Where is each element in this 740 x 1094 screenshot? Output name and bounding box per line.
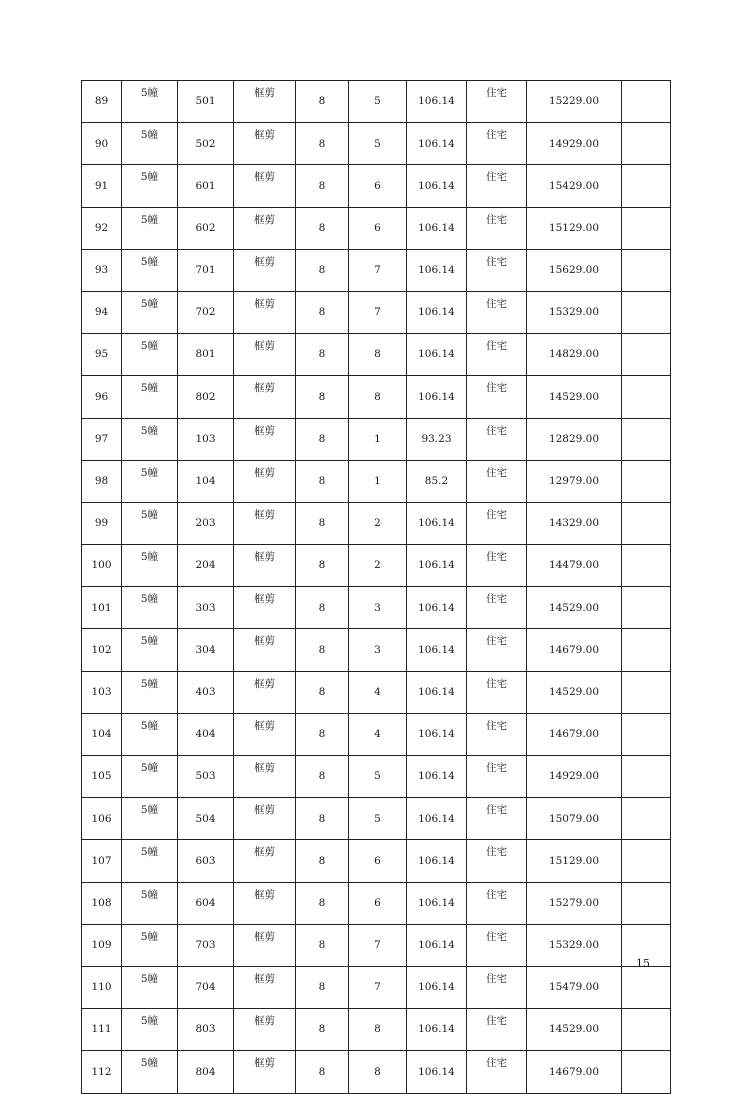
usage-cell: 住宅 [467,713,527,755]
floors-cell: 8 [296,207,349,249]
table-row [82,924,671,966]
floors-cell: 8 [296,291,349,333]
price-cell: 14679.00 [527,629,622,671]
building-cell: 5幢 [122,81,178,123]
floor-cell: 1 [349,460,407,502]
area-cell: 106.14 [407,545,467,587]
floors-cell: 8 [296,460,349,502]
seq-cell: 94 [82,291,122,333]
unit-cell: 601 [178,165,234,207]
remark-cell [622,882,671,924]
price-cell: 14929.00 [527,123,622,165]
unit-cell: 502 [178,123,234,165]
structure-cell: 框剪 [234,671,296,713]
unit-cell: 602 [178,207,234,249]
floors-cell: 8 [296,924,349,966]
seq-cell: 95 [82,334,122,376]
price-cell: 14329.00 [527,502,622,544]
building-cell: 5幢 [122,249,178,291]
structure-cell: 框剪 [234,840,296,882]
area-cell: 106.14 [407,966,467,1008]
usage-cell: 住宅 [467,840,527,882]
structure-cell: 框剪 [234,207,296,249]
area-cell: 106.14 [407,81,467,123]
table-row [82,291,671,333]
floor-cell: 4 [349,671,407,713]
area-cell: 93.23 [407,418,467,460]
building-cell: 5幢 [122,798,178,840]
seq-cell: 102 [82,629,122,671]
table-row [82,1051,671,1093]
remark-cell [622,81,671,123]
structure-cell: 框剪 [234,81,296,123]
seq-cell: 97 [82,418,122,460]
usage-cell: 住宅 [467,798,527,840]
building-cell: 5幢 [122,165,178,207]
floor-cell: 5 [349,81,407,123]
building-cell: 5幢 [122,545,178,587]
unit-cell: 403 [178,671,234,713]
price-cell: 15129.00 [527,840,622,882]
structure-cell: 框剪 [234,1009,296,1051]
seq-cell: 101 [82,587,122,629]
seq-cell: 112 [82,1051,122,1093]
area-cell: 106.14 [407,629,467,671]
usage-cell: 住宅 [467,81,527,123]
seq-cell: 107 [82,840,122,882]
usage-cell: 住宅 [467,587,527,629]
building-cell: 5幢 [122,460,178,502]
usage-cell: 住宅 [467,1051,527,1093]
unit-cell: 702 [178,291,234,333]
remark-cell [622,1051,671,1093]
building-cell: 5幢 [122,587,178,629]
area-cell: 106.14 [407,798,467,840]
table-row [82,502,671,544]
building-cell: 5幢 [122,291,178,333]
area-cell: 106.14 [407,1051,467,1093]
structure-cell: 框剪 [234,249,296,291]
building-cell: 5幢 [122,502,178,544]
building-cell: 5幢 [122,376,178,418]
floors-cell: 8 [296,756,349,798]
floors-cell: 8 [296,81,349,123]
table-row [82,966,671,1008]
price-cell: 15129.00 [527,207,622,249]
floors-cell: 8 [296,882,349,924]
structure-cell: 框剪 [234,966,296,1008]
table-row [82,334,671,376]
usage-cell: 住宅 [467,966,527,1008]
seq-cell: 92 [82,207,122,249]
price-cell: 14529.00 [527,1009,622,1051]
price-cell: 15329.00 [527,291,622,333]
price-cell: 15229.00 [527,81,622,123]
remark-cell [622,587,671,629]
price-cell: 14529.00 [527,671,622,713]
floor-cell: 7 [349,924,407,966]
building-cell: 5幢 [122,629,178,671]
floor-cell: 8 [349,376,407,418]
floor-cell: 2 [349,502,407,544]
floor-cell: 3 [349,629,407,671]
structure-cell: 框剪 [234,1051,296,1093]
area-cell: 106.14 [407,502,467,544]
floors-cell: 8 [296,165,349,207]
area-cell: 106.14 [407,713,467,755]
unit-cell: 103 [178,418,234,460]
floors-cell: 8 [296,418,349,460]
remark-cell [622,334,671,376]
seq-cell: 111 [82,1009,122,1051]
price-cell: 15629.00 [527,249,622,291]
area-cell: 106.14 [407,376,467,418]
unit-cell: 802 [178,376,234,418]
area-cell: 106.14 [407,882,467,924]
area-cell: 106.14 [407,207,467,249]
building-cell: 5幢 [122,966,178,1008]
unit-cell: 204 [178,545,234,587]
building-cell: 5幢 [122,924,178,966]
building-cell: 5幢 [122,1051,178,1093]
area-cell: 106.14 [407,1009,467,1051]
floors-cell: 8 [296,545,349,587]
floor-cell: 4 [349,713,407,755]
floor-cell: 7 [349,291,407,333]
seq-cell: 91 [82,165,122,207]
price-cell: 12829.00 [527,418,622,460]
area-cell: 106.14 [407,671,467,713]
floors-cell: 8 [296,123,349,165]
floor-cell: 6 [349,165,407,207]
seq-cell: 109 [82,924,122,966]
structure-cell: 框剪 [234,713,296,755]
remark-cell [622,123,671,165]
table-row [82,376,671,418]
seq-cell: 106 [82,798,122,840]
floor-cell: 3 [349,587,407,629]
building-cell: 5幢 [122,756,178,798]
usage-cell: 住宅 [467,756,527,798]
structure-cell: 框剪 [234,924,296,966]
area-cell: 106.14 [407,924,467,966]
remark-cell [622,291,671,333]
floors-cell: 8 [296,840,349,882]
area-cell: 106.14 [407,840,467,882]
usage-cell: 住宅 [467,334,527,376]
usage-cell: 住宅 [467,545,527,587]
floor-cell: 1 [349,418,407,460]
unit-cell: 504 [178,798,234,840]
building-cell: 5幢 [122,418,178,460]
structure-cell: 框剪 [234,502,296,544]
price-cell: 15429.00 [527,165,622,207]
usage-cell: 住宅 [467,1009,527,1051]
structure-cell: 框剪 [234,460,296,502]
usage-cell: 住宅 [467,418,527,460]
usage-cell: 住宅 [467,291,527,333]
usage-cell: 住宅 [467,671,527,713]
floors-cell: 8 [296,249,349,291]
remark-cell [622,502,671,544]
table-row [82,81,671,123]
area-cell: 106.14 [407,291,467,333]
usage-cell: 住宅 [467,502,527,544]
structure-cell: 框剪 [234,165,296,207]
remark-cell [622,418,671,460]
building-cell: 5幢 [122,840,178,882]
area-cell: 106.14 [407,756,467,798]
structure-cell: 框剪 [234,334,296,376]
floors-cell: 8 [296,671,349,713]
floors-cell: 8 [296,966,349,1008]
usage-cell: 住宅 [467,165,527,207]
usage-cell: 住宅 [467,207,527,249]
floors-cell: 8 [296,502,349,544]
unit-cell: 704 [178,966,234,1008]
floors-cell: 8 [296,1051,349,1093]
seq-cell: 89 [82,81,122,123]
usage-cell: 住宅 [467,629,527,671]
floor-cell: 6 [349,882,407,924]
building-cell: 5幢 [122,123,178,165]
floor-cell: 8 [349,334,407,376]
price-cell: 15479.00 [527,966,622,1008]
area-cell: 106.14 [407,587,467,629]
price-cell: 14479.00 [527,545,622,587]
usage-cell: 住宅 [467,376,527,418]
floor-cell: 7 [349,249,407,291]
unit-cell: 303 [178,587,234,629]
seq-cell: 105 [82,756,122,798]
table-row [82,629,671,671]
remark-cell [622,713,671,755]
area-cell: 106.14 [407,123,467,165]
usage-cell: 住宅 [467,882,527,924]
unit-cell: 603 [178,840,234,882]
unit-cell: 703 [178,924,234,966]
building-cell: 5幢 [122,882,178,924]
seq-cell: 90 [82,123,122,165]
remark-cell [622,207,671,249]
floors-cell: 8 [296,587,349,629]
table-row [82,207,671,249]
remark-cell [622,376,671,418]
unit-cell: 701 [178,249,234,291]
floors-cell: 8 [296,713,349,755]
structure-cell: 框剪 [234,882,296,924]
usage-cell: 住宅 [467,249,527,291]
floor-cell: 2 [349,545,407,587]
seq-cell: 110 [82,966,122,1008]
structure-cell: 框剪 [234,798,296,840]
page-number: 15 [636,957,650,970]
floor-cell: 5 [349,756,407,798]
table-row [82,798,671,840]
unit-cell: 501 [178,81,234,123]
unit-cell: 404 [178,713,234,755]
table-row [82,587,671,629]
price-cell: 14829.00 [527,334,622,376]
remark-cell [622,966,671,1008]
seq-cell: 93 [82,249,122,291]
table-row [82,545,671,587]
table-row [82,249,671,291]
seq-cell: 98 [82,460,122,502]
floors-cell: 8 [296,376,349,418]
building-cell: 5幢 [122,334,178,376]
unit-cell: 803 [178,1009,234,1051]
unit-cell: 503 [178,756,234,798]
seq-cell: 96 [82,376,122,418]
building-cell: 5幢 [122,713,178,755]
table-row [82,418,671,460]
structure-cell: 框剪 [234,376,296,418]
table-row [82,123,671,165]
remark-cell [622,1009,671,1051]
seq-cell: 100 [82,545,122,587]
price-cell: 12979.00 [527,460,622,502]
structure-cell: 框剪 [234,291,296,333]
table-row [82,165,671,207]
price-cell: 15329.00 [527,924,622,966]
price-cell: 15079.00 [527,798,622,840]
area-cell: 106.14 [407,249,467,291]
unit-cell: 304 [178,629,234,671]
remark-cell [622,840,671,882]
floors-cell: 8 [296,334,349,376]
price-cell: 14529.00 [527,587,622,629]
building-cell: 5幢 [122,671,178,713]
remark-cell [622,545,671,587]
seq-cell: 104 [82,713,122,755]
price-cell: 14679.00 [527,713,622,755]
table-row [82,1009,671,1051]
floor-cell: 7 [349,966,407,1008]
structure-cell: 框剪 [234,123,296,165]
unit-cell: 104 [178,460,234,502]
floor-cell: 5 [349,798,407,840]
building-cell: 5幢 [122,207,178,249]
remark-cell [622,165,671,207]
unit-cell: 801 [178,334,234,376]
table-row [82,882,671,924]
price-cell: 15279.00 [527,882,622,924]
area-cell: 106.14 [407,165,467,207]
structure-cell: 框剪 [234,418,296,460]
building-cell: 5幢 [122,1009,178,1051]
floor-cell: 6 [349,840,407,882]
unit-cell: 604 [178,882,234,924]
floor-cell: 8 [349,1009,407,1051]
remark-cell [622,671,671,713]
seq-cell: 108 [82,882,122,924]
table-row [82,671,671,713]
remark-cell [622,460,671,502]
remark-cell [622,249,671,291]
price-cell: 14679.00 [527,1051,622,1093]
price-table-body [82,81,671,1094]
seq-cell: 99 [82,502,122,544]
remark-cell [622,756,671,798]
unit-cell: 804 [178,1051,234,1093]
usage-cell: 住宅 [467,924,527,966]
price-table [81,80,671,1094]
table-row [82,460,671,502]
floor-cell: 6 [349,207,407,249]
area-cell: 85.2 [407,460,467,502]
table-row [82,840,671,882]
price-cell: 14529.00 [527,376,622,418]
price-cell: 14929.00 [527,756,622,798]
remark-cell [622,798,671,840]
seq-cell: 103 [82,671,122,713]
floors-cell: 8 [296,629,349,671]
structure-cell: 框剪 [234,756,296,798]
floors-cell: 8 [296,798,349,840]
remark-cell [622,629,671,671]
structure-cell: 框剪 [234,545,296,587]
usage-cell: 住宅 [467,460,527,502]
structure-cell: 框剪 [234,587,296,629]
table-row [82,713,671,755]
area-cell: 106.14 [407,334,467,376]
floor-cell: 5 [349,123,407,165]
structure-cell: 框剪 [234,629,296,671]
unit-cell: 203 [178,502,234,544]
usage-cell: 住宅 [467,123,527,165]
floor-cell: 8 [349,1051,407,1093]
floors-cell: 8 [296,1009,349,1051]
table-row [82,756,671,798]
